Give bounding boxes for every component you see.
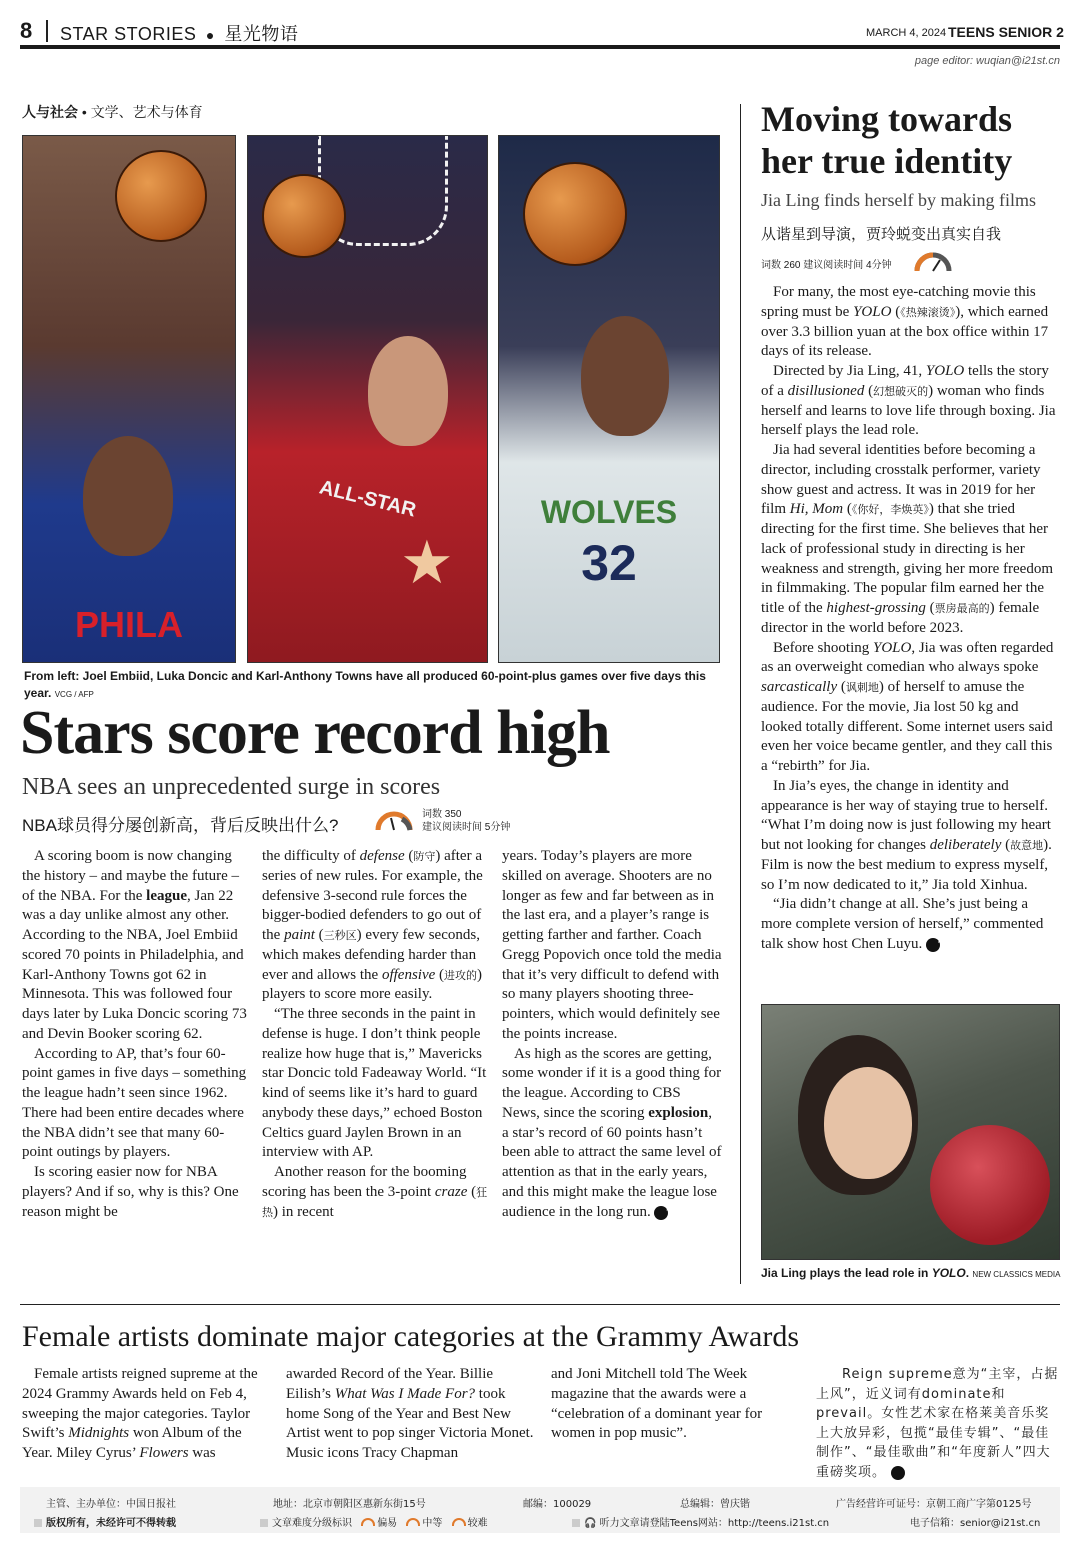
- grammy-column-3: [551, 1365, 801, 1444]
- section-rule: [20, 1304, 1060, 1305]
- page-editor: page editor: wuqian@i21st.cn: [914, 55, 1060, 67]
- paragraph: Female artists reigned supreme at the 2024 Grammy Awards held on Feb 4, sweeping the major categories. Taylor Swift’s Midnights won Album of the Year. Miley Cyrus’ Flowers was: [22, 1366, 258, 1461]
- player-head: [83, 436, 173, 556]
- subhead-nba: NBA sees an unprecedented surge in scores: [22, 774, 441, 800]
- end-mark-icon: T: [891, 1466, 905, 1480]
- jersey-text: WOLVES: [540, 494, 678, 530]
- footer-ad-license: 广告经营许可证号：京朝工商广字第0125号: [836, 1499, 1032, 1510]
- paragraph: Before shooting YOLO, Jia was often regarded as an overweight comedian who always spoke sarcastically (讽刺地) of herself to amuse the audience. For the movie, Jia lost 50 kg and looked totally different. Some internet users said even her voice became gentler, and they call this a “rebirth” for Jia.: [761, 639, 1054, 774]
- word-count: 词数 260: [761, 260, 801, 271]
- paragraph: A scoring boom is now changing the history – and maybe the future – of the NBA. For the league, Jan 22 was a day unlike almost any other. According to the NBA, Joel Embiid scored 70 points in Philadelphia, and Karl-Anthony Towns got 62 in Minnesota. This was followed four days later by Luka Doncic scoring 73 and Devin Booker scoring 62.: [22, 848, 247, 1042]
- photo-credit: VCG / AFP: [54, 690, 94, 699]
- jersey-number: 32: [581, 535, 637, 591]
- basketball-image: [262, 174, 346, 258]
- column-divider: [740, 104, 741, 1284]
- gauge-easy-icon: [361, 1518, 375, 1526]
- end-mark-icon: T: [654, 1206, 668, 1220]
- reading-info-jialing: [761, 256, 892, 271]
- jersey-text: ALL-STAR: [317, 476, 419, 522]
- article-column-3: [502, 847, 722, 1222]
- subhead-nba-cn: NBA球员得分屡创新高，背后反映出什么?: [22, 816, 339, 835]
- paragraph: “The three seconds in the paint in defense is huge. I don’t think people realize how huge that is,” Mavericks star Doncic told Fadeaway World. “It kind of seems like it’s hard to guard anybody these days,” echoed Boston Celtics guard Jaylen Brown in an interview with AP.: [262, 1006, 487, 1161]
- paragraph: Jia had several identities before becoming a director, including crosstalk performer, variety show guest and actress. It was in 2019 for her film Hi, Mom (《你好，李焕英》) that she tried directing for the first time. She believes that her lack of professional study in directing is her weakness and strength, giving her more freedom in filmmaking. The popular film earned her the title of the highest-grossing (票房最高的) female director in the world before 2023.: [761, 442, 1053, 636]
- paragraph: In Jia’s eyes, the change in identity and appearance is her way of staying true to herself. “What I’m doing now is just following my heart but not looking for changes deliberately (故意地). Film is now the best medium to express myself, so I’m now dedicated to it,” Jia told Xinhua.: [761, 777, 1052, 893]
- footer-address: 地址：北京市朝阳区惠新东街15号: [273, 1499, 426, 1510]
- caption-text: From left: Joel Embiid, Luka Doncic and Karl-Anthony Towns have all produced 60-point-plus games over five days this year.: [24, 669, 706, 700]
- paragraph: awarded Record of the Year. Billie Eilish’s What Was I Made For? took home Song of the Year and Best New Artist went to pop singer Victoria Monet. Music icons Tracy Chapman: [286, 1366, 534, 1461]
- edition-label: TEENS SENIOR 2: [948, 24, 1064, 40]
- paragraph: Another reason for the booming scoring has been the 3-point craze (狂热) in recent: [262, 1164, 488, 1220]
- photo-credit: NEW CLASSICS MEDIA: [972, 1270, 1061, 1279]
- headline-nba: Stars score record high: [20, 699, 610, 767]
- issue-date: MARCH 4, 2024: [866, 27, 947, 39]
- header-separator: [46, 20, 48, 42]
- basketball-image: [523, 162, 627, 266]
- end-mark-icon: T: [926, 938, 940, 952]
- paragraph: For many, the most eye-catching movie this spring must be YOLO (《热辣滚烫》), which earned over 3.3 billion yuan at the box office within 17 days of its release.: [761, 284, 1049, 360]
- headphones-icon: 🎧: [584, 1518, 597, 1529]
- footer-postcode: 邮编：100029: [523, 1499, 592, 1510]
- square-icon: [34, 1519, 42, 1527]
- paragraph: As high as the scores are getting, some wonder if it is a good thing for the league. According to CBS News, since the scoring explosion, a star’s record of 60 points hasn’t been able to attract the same level of attention as that in the early years, and this might make the league lose audience in the long run. T: [502, 1045, 722, 1220]
- footer-sponsor: 主管、主办单位：中国日报社: [46, 1499, 176, 1510]
- topic-label: [22, 102, 203, 122]
- footer-copyright: 版权所有，未经许可不得转载: [34, 1514, 176, 1529]
- topic-rest: 文学、艺术与体育: [90, 104, 203, 120]
- paragraph: Directed by Jia Ling, 41, YOLO tells the story of a disillusioned (幻想破灭的) woman who finds herself and learns to love life through boxing. Jia herself plays the lead role.: [761, 363, 1056, 439]
- paragraph: Is scoring easier now for NBA players? And if so, why is this? One reason might be: [22, 1164, 239, 1220]
- reading-time: 建议阅读时间 5分钟: [422, 822, 511, 833]
- headline-grammy: Female artists dominate major categories at the Grammy Awards: [22, 1320, 800, 1353]
- bullet-icon: ●: [205, 27, 215, 43]
- face-shape: [824, 1067, 912, 1179]
- headline-jialing: Moving towards her true identity: [761, 99, 1013, 181]
- article-column-2: [262, 847, 490, 1222]
- grammy-column-1: [22, 1365, 272, 1464]
- page-number: 8: [20, 18, 33, 43]
- photo-jialing: [761, 1004, 1060, 1260]
- star-icon: ★: [400, 528, 454, 598]
- paragraph: and Joni Mitchell told The Week magazine that the awards were a “celebration of a dominant year for women in pop music”.: [551, 1366, 763, 1442]
- reading-info-nba: [422, 808, 510, 834]
- grammy-note-cn: Reign supreme意为“主宰，占据上风”，近义词有dominate和prevail。女性艺术家在格莱美音乐奖上大放异彩，包揽“最佳专辑”、“最佳制作”、“最佳歌曲”和“年度新人”四大重磅奖项。 T: [816, 1367, 1059, 1480]
- topic-separator: •: [81, 104, 87, 120]
- square-icon: [572, 1519, 580, 1527]
- jersey-text: PHILA: [75, 604, 183, 645]
- subhead-jialing-cn: 从谐星到导演，贾玲蜕变出真实自我: [761, 226, 1002, 243]
- paragraph: years. Today’s players are more skilled on average. Shooters are no longer as few and far between as in the last era, and a player’s range is getting farther and farther. Coach Gregg Popovich once told the media that it’s very difficult to defend with so many players shooting three-pointers, which would definitely see the points increase.: [502, 848, 722, 1042]
- topic-bold: 人与社会: [22, 104, 78, 120]
- article-column-1: [22, 847, 250, 1222]
- player-head: [581, 316, 669, 436]
- section-title-en: STAR STORIES: [60, 24, 197, 44]
- footer: [20, 1487, 1060, 1533]
- photo-caption-jialing: Jia Ling plays the lead role in YOLO. NEW CLASSICS MEDIA: [761, 1266, 1061, 1280]
- boxing-glove-image: [930, 1125, 1050, 1245]
- header-rule: [20, 45, 1060, 49]
- article-column-jialing: [761, 283, 1061, 955]
- gauge-medium-icon: [406, 1518, 420, 1526]
- footer-audio: 🎧 听力文章请登陆Teens网站：http://teens.i21st.cn: [572, 1514, 829, 1529]
- difficulty-gauge-icon: [913, 251, 953, 275]
- jersey-number: 21: [102, 657, 156, 710]
- paragraph: “Jia didn’t change at all. She’s just being a more complete version of herself,” commented talk show host Chen Luyu. T: [761, 896, 1044, 952]
- photo-doncic: [247, 135, 488, 663]
- square-icon: [260, 1519, 268, 1527]
- difficulty-gauge-icon: [374, 810, 414, 834]
- player-head: [368, 336, 448, 446]
- paragraph: the difficulty of defense (防守) after a series of new rules. For example, the defensive 3-second rule forces the bigger-bodied defenders to go out of the paint (三秒区) every few seconds, which makes defending harder than ever and allows the offensive (进攻的) players to score more easily.: [262, 848, 483, 1003]
- gauge-hard-icon: [452, 1518, 466, 1526]
- grammy-column-2: [286, 1365, 536, 1464]
- word-count: 词数 350: [422, 809, 462, 820]
- photo-towns: [498, 135, 720, 663]
- reading-time: 建议阅读时间 4分钟: [803, 260, 892, 271]
- section-title-cn: 星光物语: [224, 24, 299, 44]
- subhead-jialing: Jia Ling finds herself by making films: [761, 190, 1036, 210]
- paragraph: According to AP, that’s four 60-point games in five days – something the league hadn’t seen since 1962. There had been entire decades where the NBA didn’t see that many 60-point outings by players.: [22, 1045, 247, 1161]
- footer-chief-editor: 总编辑：曾庆锴: [680, 1499, 750, 1510]
- section-title: [60, 20, 298, 46]
- basketball-image: [115, 150, 207, 242]
- footer-difficulty: 文章难度分级标识 偏易 中等 较难: [260, 1514, 488, 1529]
- footer-email[interactable]: 电子信箱：senior@i21st.cn: [910, 1518, 1041, 1529]
